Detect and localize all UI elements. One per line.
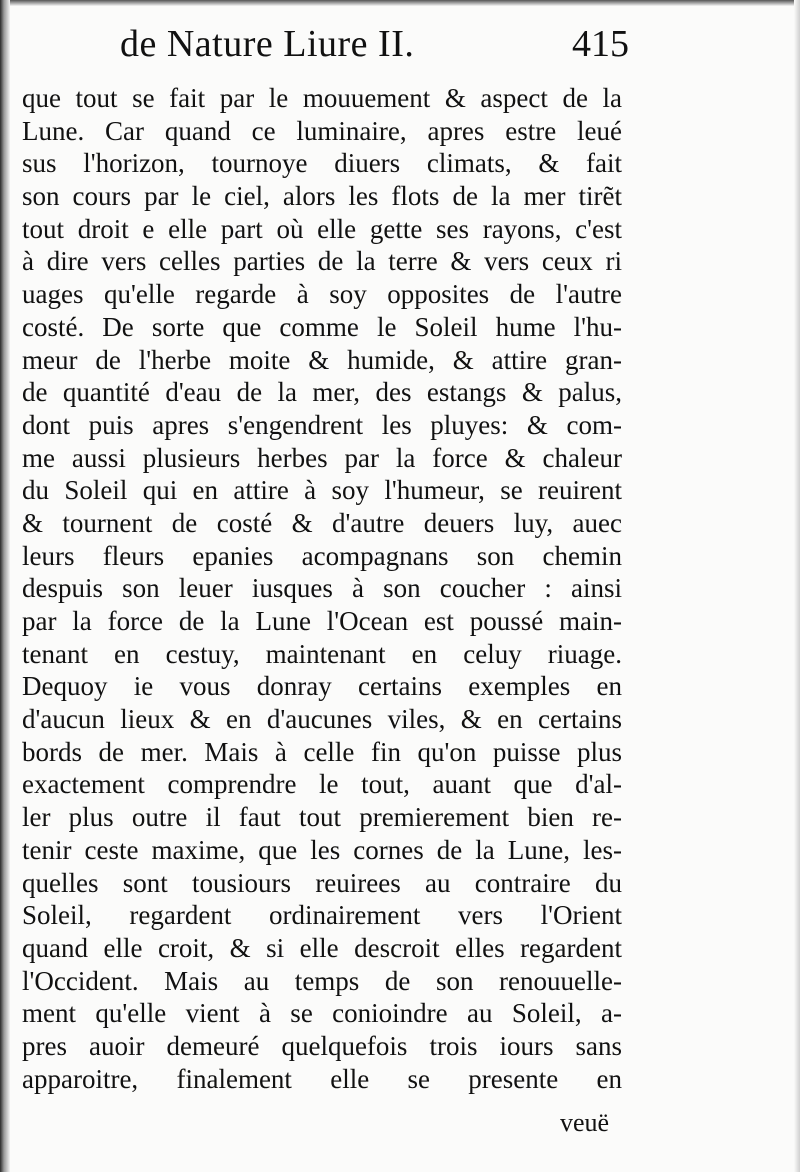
text-line: & tournent de costé & d'autre deuers luy, auec (22, 507, 622, 538)
text-line: sus l'horizon, tournoye diuers climats, & fait (22, 148, 622, 179)
page-top-shadow (0, 0, 800, 6)
running-head: de Nature Liure II. (120, 23, 415, 65)
text-line: apparoitre, finalement elle se presente en (22, 1063, 622, 1094)
body-text (22, 82, 622, 1095)
text-line: dont puis apres s'engendrent les pluyes: & com- (22, 409, 622, 440)
page-header (0, 22, 800, 82)
text-line: exactement comprendre le tout, auant que d'al- (22, 769, 622, 800)
text-line: son cours par le ciel, alors les flots de la mer tirẽt (22, 181, 622, 212)
text-line: que tout se fait par le mouuement & aspect de la (22, 83, 622, 113)
text-line: quelles sont tousiours reuirees au contraire du (22, 867, 622, 898)
text-line: bords de mer. Mais à celle fin qu'on puisse plus (22, 736, 622, 767)
text-line: Dequoy ie vous donray certains exemples en (22, 671, 622, 702)
text-line: tenant en cestuy, maintenant en celuy riuage. (22, 638, 622, 669)
text-line: ment qu'elle vient à se conioindre au Soleil, a- (22, 998, 622, 1029)
text-line: quand elle croit, & si elle descroit elles regardent (22, 932, 622, 963)
page-right-edge (794, 0, 800, 1172)
text-line: tenir ceste maxime, que les cornes de la Lune, les- (22, 834, 622, 865)
text-line: d'aucun lieux & en d'aucunes viles, & en certains (22, 704, 622, 735)
text-line: de quantité d'eau de la mer, des estangs & palus, (22, 377, 622, 408)
text-line: despuis son leuer iusques à son coucher : ainsi (22, 573, 622, 604)
page-gutter-shadow (0, 0, 10, 1172)
page-number: 415 (572, 23, 629, 65)
text-line: Lune. Car quand ce luminaire, apres estre leué (22, 115, 622, 146)
text-line: l'Occident. Mais au temps de son renouuelle- (22, 965, 622, 996)
text-line: uages qu'elle regarde à soy opposites de l'autre (22, 279, 622, 310)
text-line: du Soleil qui en attire à soy l'humeur, se reuirent (22, 475, 622, 506)
text-line: par la force de la Lune l'Ocean est poussé main- (22, 606, 622, 636)
text-line: me aussi plusieurs herbes par la force & chaleur (22, 442, 622, 473)
text-line: costé. De sorte que comme le Soleil hume l'hu- (22, 311, 622, 342)
text-line: meur de l'herbe moite & humide, & attire gran- (22, 344, 622, 375)
text-line: leurs fleurs epanies acompagnans son chemin (22, 540, 622, 571)
text-line: tout droit e elle part où elle gette ses rayons, c'est (22, 213, 622, 244)
text-line: à dire vers celles parties de la terre & vers ceux ri (22, 246, 622, 277)
catchword: veuë (560, 1108, 610, 1137)
text-line: ler plus outre il faut tout premierement bien re- (22, 802, 622, 833)
text-line: Soleil, regardent ordinairement vers l'Orient (22, 900, 622, 931)
text-line: pres auoir demeuré quelquefois trois iours sans (22, 1030, 622, 1061)
